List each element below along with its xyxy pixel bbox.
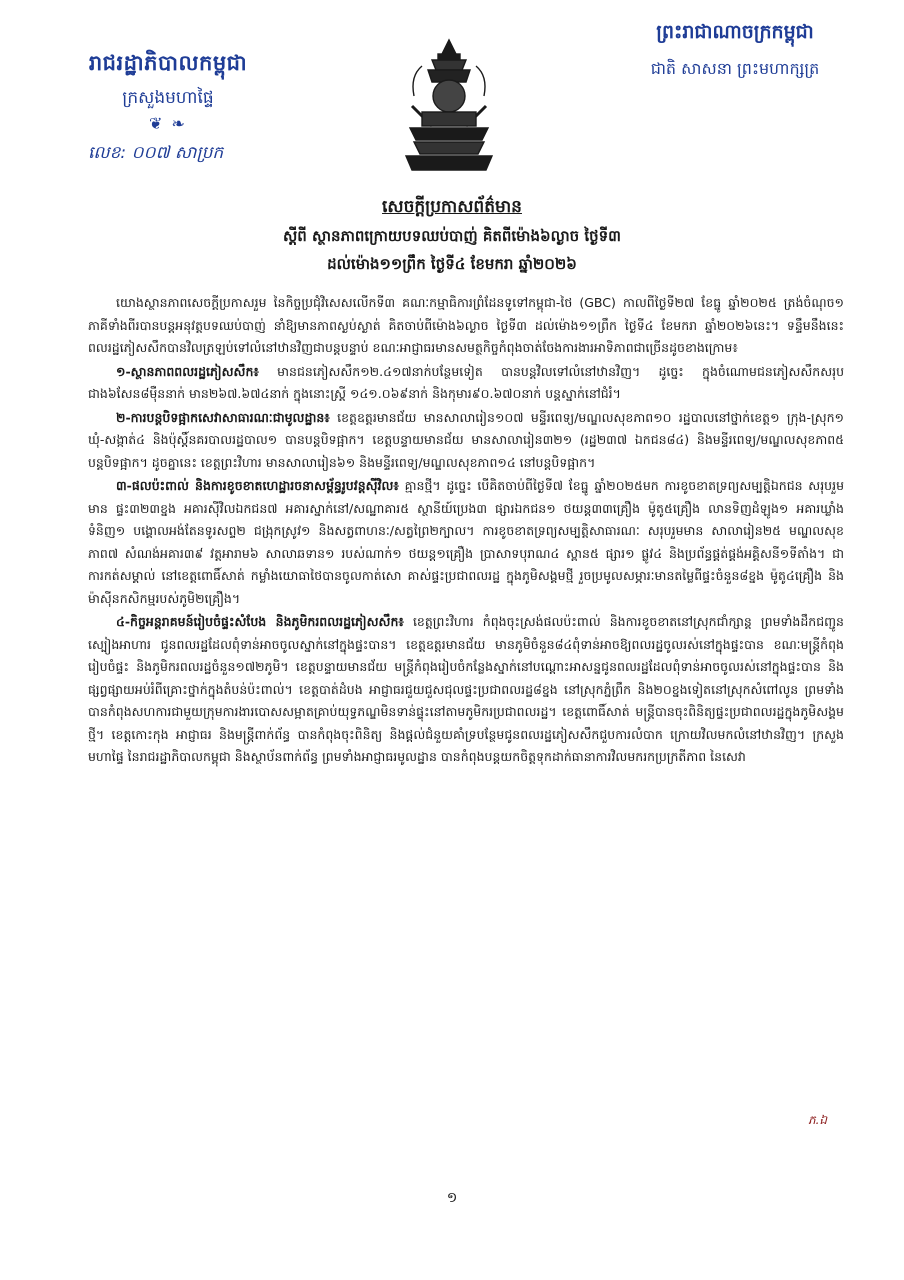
initials-mark: ភ.ឯ <box>808 1113 828 1127</box>
section-1-heading: ១-ស្ថានភាពពលរដ្ឋភៀសសឹក៖ <box>116 363 259 379</box>
page-number: ១ <box>446 1190 458 1206</box>
national-motto: ជាតិ សាសនា ព្រះមហាក្សត្រ <box>650 59 820 78</box>
title-main: សេចក្តីប្រកាសព័ត៌មាន <box>382 197 522 217</box>
document-title <box>150 196 754 277</box>
section-3 <box>88 475 844 610</box>
royal-emblem-icon <box>392 36 507 176</box>
title-period: ដល់ម៉ោង១១ព្រឹក ថ្ងៃទី៤ ខែមករា ឆ្នាំ២០២៦ <box>327 255 577 273</box>
section-4-heading: ៤-កិច្ចអន្តរាគមន៍រៀបចំផ្ទះសំបែង និងភូមិករពលរដ្ឋភៀសសឹក៖ <box>116 614 404 629</box>
kingdom-header <box>590 20 880 82</box>
section-3-heading: ៣-ផលប៉ះពាល់ និងការខូចខាតហេដ្ឋារចនាសម្ព័ន្ធរូបវន្តស៊ីវិល៖ <box>116 478 399 493</box>
document-body <box>88 292 844 1222</box>
ministry-name: ក្រសួងមហាផ្ទៃ <box>122 88 214 108</box>
reference-number: លេខ: ០០៧ សាប្រក <box>88 143 224 163</box>
section-2-text: ខេត្តឧត្តរមានជ័យ មានសាលារៀន១០៧ មន្ទីរពេទ្យ/មណ្ឌលសុខភាព១០ រដ្ឋបាលនៅថ្នាក់ខេត្ត១ ក្រុង-ស្រុក១ ឃុំ-សង្កាត់៤ និងប៉ុស្តិ៍នគរបាលរដ្ឋបាល១ បានបន្តបិទផ្អាក។ ខេត្តបន្ទាយមានជ័យ មានសាលារៀន៣២១ (រដ្ឋ២៣៧ ឯកជន៨៤) និងមន្ទីរពេទ្យ/មណ្ឌលសុខភាព៥ បន្តបិទផ្អាក។ ដូចគ្នានេះ ខេត្តព្រះវិហារ មានសាលារៀន៦១ និងមន្ទីរពេទ្យ/មណ្ឌលសុខភាព១៤ នៅបន្តបិទផ្អាក។ <box>88 409 844 470</box>
section-2 <box>88 407 844 475</box>
section-4 <box>88 611 844 769</box>
ministry-header <box>58 50 278 133</box>
title-subject: ស្តីពី ស្ថានភាពក្រោយបទឈប់បាញ់ គិតពីម៉ោង៦ល្ងាច ថ្ងៃទី៣ <box>282 227 621 245</box>
intro-paragraph: យោងស្ថានភាពសេចក្តីប្រកាសរួម នៃកិច្ចប្រជុំវិសេសលើកទី៣ គណៈកម្មាធិការព្រំដែនទូទៅកម្ពុជា-ថៃ (GBC) កាលពីថ្ងៃទី២៧ ខែធ្នូ ឆ្នាំ២០២៥ ត្រង់ចំណុច១ ភាគីទាំងពីរបានបន្តអនុវត្តបទឈប់បាញ់ នាំឱ្យមានភាពស្ងប់ស្ងាត់ គិតចាប់ពីម៉ោង៦ល្ងាច ថ្ងៃទី៣ ដល់ម៉ោង១១ព្រឹក ថ្ងៃទី៤ ខែមករា ឆ្នាំ២០២៦នេះ។ ទន្ទឹមនឹងនេះ ពលរដ្ឋភៀសសឹកបានវិលត្រឡប់ទៅលំនៅឋានវិញជាបន្តបន្ទាប់ ខណៈអាជ្ញាធរមានសមត្ថកិច្ចកំពុងចាត់ចែងការងារអាទិភាពជាច្រើនដូចខាងក្រោម៖ <box>88 295 844 355</box>
section-4-text: ខេត្តព្រះវិហារ កំពុងចុះស្រង់ផលប៉ះពាល់ និងការខូចខាតនៅស្រុកជាំក្សាន្ត ព្រមទាំងដឹកជញ្ជូនស្បៀងអាហារ ជូនពលរដ្ឋដែលពុំទាន់អាចចូលស្នាក់នៅក្នុងផ្ទះបាន។ ខេត្តឧត្តរមានជ័យ មានភូមិចំនួន៨៤ពុំទាន់អាចឱ្យពលរដ្ឋចូលរស់នៅក្នុងផ្ទះបាន ខណៈមន្ត្រីកំពុងរៀបចំផ្ទះ និងភូមិករពលរដ្ឋចំនួន១៧២ភូមិ។ ខេត្តបន្ទាយមានជ័យ មន្ត្រីកំពុងរៀបចំកន្លែងស្នាក់នៅបណ្តោះអាសន្នជូនពលរដ្ឋដែលពុំទាន់អាចចូលរស់នៅក្នុងផ្ទះបាន និងផ្សព្វផ្សាយអប់រំពីគ្រោះថ្នាក់ក្នុងតំបន់ប៉ះពាល់។ ខេត្តបាត់ដំបង អាជ្ញាធរជួយជួសជុលផ្ទះប្រជាពលរដ្ឋ៨ខ្នង នៅស្រុកភ្នំព្រឹក និង២០ខ្នងទៀតនៅស្រុកសំពៅលូន ព្រមទាំងបានកំពុងសហការជាមួយក្រុមការងារបោសសម្អាតគ្រាប់យុទ្ធភណ្ឌមិនទាន់ផ្ទុះនៅតាមភូមិករប្រជាពលរដ្ឋ។ ខេត្តពោធិ៍សាត់ មន្ត្រីបានចុះពិនិត្យផ្ទះប្រជាពលរដ្ឋក្នុងភូមិសង្គមថ្មី។ ខេត្តកោះកុង អាជ្ញាធរ និងមន្ត្រីពាក់ព័ន្ធ បានកំពុងចុះពិនិត្យ និងផ្តល់ជំនួយគាំទ្របន្ថែមជូនពលរដ្ឋភៀសសឹកជួបការលំបាក ក្រោយវិលមកលំនៅឋានវិញ។ ក្រសួងមហាផ្ទៃ នៃរាជរដ្ឋាភិបាលកម្ពុជា និងស្ថាប័នពាក់ព័ន្ធ ព្រមទាំងអាជ្ញាធរមូលដ្ឋាន បានកំពុងបន្តយកចិត្តទុកដាក់ធានាការវិលមករកប្រក្រតីភាព នៃសេវា <box>88 614 844 764</box>
government-name: រាជរដ្ឋាភិបាលកម្ពុជា <box>88 51 248 75</box>
ornament-divider: ❦ ❧ <box>149 114 187 133</box>
section-3-text: គ្មានថ្មី។ ដូច្នេះ បើគិតចាប់ពីថ្ងៃទី៧ ខែធ្នូ ឆ្នាំ២០២៥មក ការខូចខាតទ្រព្យសម្បត្តិឯកជន សរុបរួមមាន ផ្ទះ៣២៣ខ្នង អគារស៊ីវិលឯកជន៧ អគារស្នាក់នៅ/សណ្ឋាគារ៥ ស្ថានីយ៍ប្រេង៣ ផ្សារឯកជន១ ថយន្ត៣៣គ្រឿង ម៉ូតូ៥គ្រឿង លានទិញដំឡូង១ អគារឃ្លាំងទំនិញ១ បង្គោលអង់តែនទូរសព្ទ២ ជង្រុកស្រូវ១ និងសត្វពាហនៈ/សត្វព្រៃ២ក្បាល។ ការខូចខាតទ្រព្យសម្បត្តិសាធារណៈ សរុបរួមមាន សាលារៀន២៥ មណ្ឌលសុខភាព៧ សំណង់អគារ៣៩ វត្តអារាម៦ សាលាឆទាន១ របស់ណាក់១ ថយន្ត១គ្រឿង ប្រាសាទបុរាណ៤ ស្ពាន៥ ផ្សារ១ ផ្លូវ៤ និងប្រព័ន្ធផ្គត់ផ្គង់អគ្គិសនី១ទីតាំង។ ជាការកត់សម្គាល់ នៅខេត្តពោធិ៍សាត់ កម្លាំងយោធាថៃបានចូលកាត់សោ គាស់ផ្ទះប្រជាពលរដ្ឋ ក្នុងភូមិសង្គមថ្មី រួចប្រមូលសម្ភារៈមានតម្លៃពីផ្ទះចំនួន៨ខ្នង ម៉ូតូ៤គ្រឿង និងម៉ាស៊ីនកសិកម្មរបស់ភូមិ២គ្រឿង។ <box>88 478 844 606</box>
kingdom-name: ព្រះរាជាណាចក្រកម្ពុជា <box>656 21 814 43</box>
section-2-heading: ២-ការបន្តបិទផ្អាកសេវាសាធារណៈជាមូលដ្ឋាន៖ <box>116 409 330 425</box>
section-1 <box>88 361 844 406</box>
section-1-text: មានជនភៀសសឹក១២.៤១៧នាក់បន្ថែមទៀត បានបន្តវិលទៅលំនៅឋានវិញ។ ដូច្នេះ ក្នុងចំណោមជនភៀសសឹកសរុបជាង៦សែន៨ម៉ឺននាក់ មាន២៦៧.៦៧៤នាក់ ក្នុងនោះស្ត្រី ១៤១.០៦៩នាក់ និងកុមារ៩០.៦៧០នាក់ បន្តស្នាក់នៅជំរំ។ <box>88 363 844 401</box>
